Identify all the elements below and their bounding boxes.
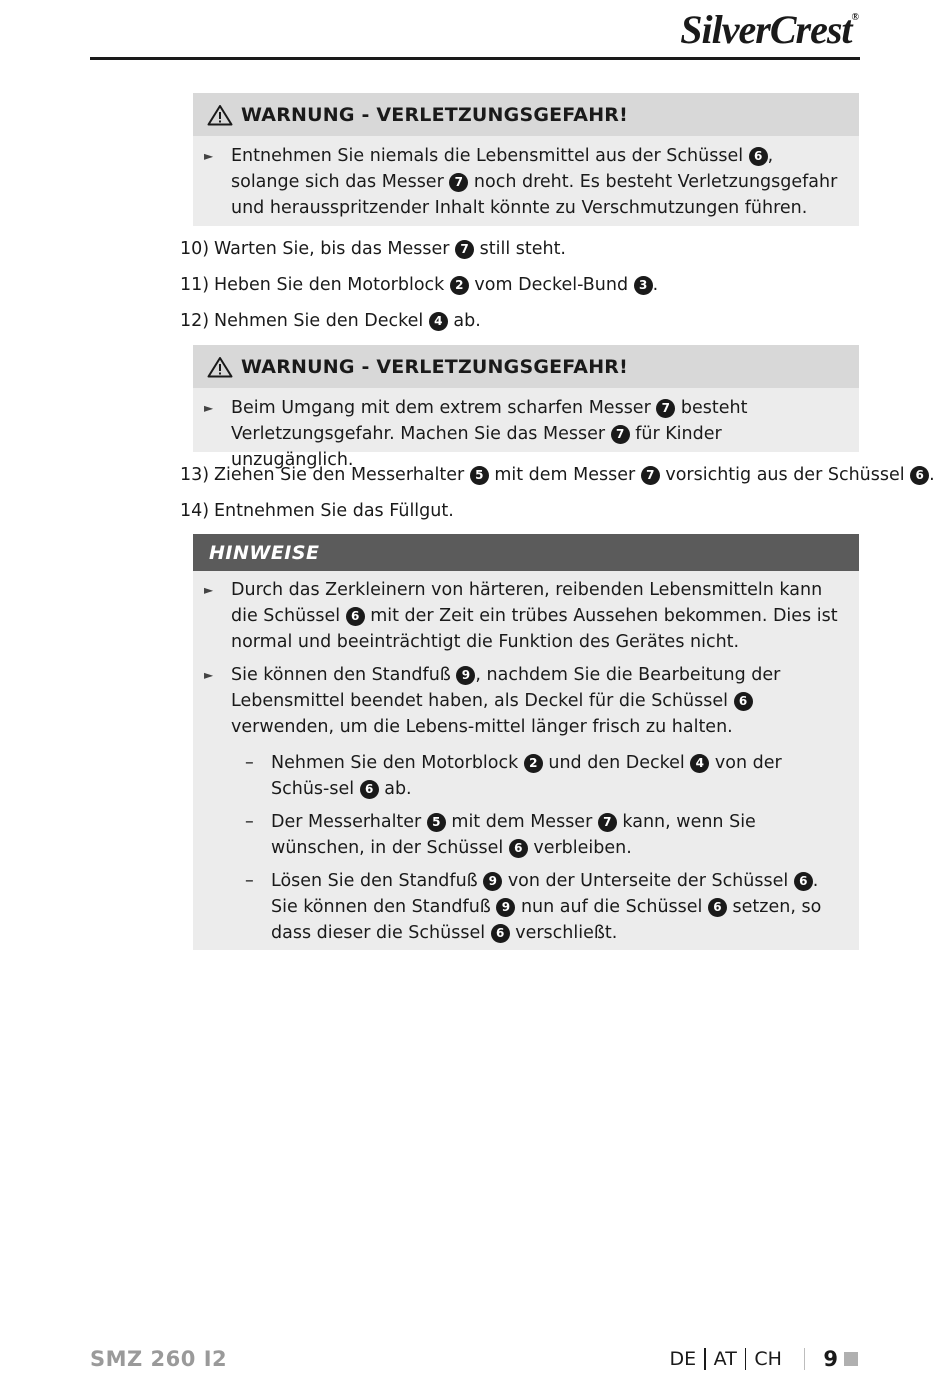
warning-box-1: [193, 93, 859, 226]
part-number-badge: 6: [734, 692, 753, 711]
part-number-badge: 7: [449, 173, 468, 192]
part-number-badge: 6: [794, 872, 813, 891]
page-marker-square: [844, 1352, 858, 1366]
hint-sub-3: [193, 868, 859, 946]
bullet-arrow-icon: ►: [204, 583, 214, 597]
text-segment: mit der Zeit ein trübes Aussehen bekommen. Dies ist normal und beeinträchtigt die Funktion des Gerätes nicht.: [231, 606, 838, 652]
text-segment: mit dem Messer: [488, 465, 641, 485]
warning-box-2: [193, 345, 859, 470]
text-segment: für Kinder unzugänglich.: [231, 424, 722, 470]
text-segment: Beim Umgang mit dem extrem scharfen Messer: [231, 398, 657, 418]
text-segment: verbleiben.: [527, 838, 632, 858]
text-segment: .: [929, 465, 935, 485]
language-at: AT: [713, 1348, 737, 1370]
bullet-arrow-icon: ►: [204, 401, 214, 415]
step-14: 14) Entnehmen Sie das Füllgut.: [180, 501, 454, 521]
text-segment: und den Deckel: [542, 753, 691, 773]
language-de: DE: [669, 1348, 697, 1370]
text-segment: Der Messerhalter: [271, 812, 427, 832]
text-segment: Nehmen Sie den Deckel: [214, 311, 429, 331]
part-number-badge: 9: [456, 666, 475, 685]
text-segment: verschließt.: [509, 923, 618, 943]
text-segment: Entnehmen Sie niemals die Lebensmittel aus der Schüssel: [231, 146, 749, 166]
part-number-badge: 4: [429, 312, 448, 331]
warning-triangle-icon: [207, 104, 233, 126]
warning-title-2: WARNUNG - VERLETZUNGSGEFAHR!: [241, 355, 629, 378]
hints-box: [193, 534, 859, 950]
text-segment: , nachdem Sie die Bearbeitung der Lebensmittel beendet haben, als Deckel für die Schüssel: [231, 665, 781, 711]
language-ch: CH: [754, 1348, 782, 1370]
divider: [704, 1348, 706, 1370]
step-12: 12) Nehmen Sie den Deckel 4 ab.: [180, 311, 481, 331]
warning-triangle-icon: [207, 356, 233, 378]
text-segment: ab.: [447, 311, 481, 331]
part-number-badge: 5: [470, 466, 489, 485]
text-segment: noch dreht. Es besteht Verletzungsgefahr und herausspritzender Inhalt könnte zu Verschmutzungen führen.: [231, 172, 838, 218]
bullet-arrow-icon: ►: [204, 149, 214, 163]
text-segment: vom Deckel-Bund: [468, 275, 634, 295]
part-number-badge: 7: [641, 466, 660, 485]
part-number-badge: 2: [450, 276, 469, 295]
part-number-badge: 6: [708, 898, 727, 917]
header-divider: [90, 57, 860, 60]
text-segment: ab.: [378, 779, 412, 799]
warning-header-2: [193, 345, 859, 388]
model-number: SMZ 260 I2: [90, 1347, 228, 1371]
part-number-badge: 7: [611, 425, 630, 444]
page-number: 9: [823, 1347, 838, 1371]
step-10: 10) Warten Sie, bis das Messer 7 still steht.: [180, 239, 566, 259]
part-number-badge: 6: [346, 607, 365, 626]
bullet-arrow-icon: ►: [204, 668, 214, 682]
text-segment: Lösen Sie den Standfuß: [271, 871, 484, 891]
text-segment: mit dem Messer: [445, 812, 598, 832]
part-number-badge: 6: [749, 147, 768, 166]
text-segment: Nehmen Sie den Motorblock: [271, 753, 524, 773]
part-number-badge: 3: [634, 276, 653, 295]
step-11: 11) Heben Sie den Motorblock 2 vom Deckel-Bund 3 .: [180, 275, 659, 295]
hint-sub-1: [193, 750, 859, 802]
text-segment: besteht Verletzungsgefahr. Machen Sie das Messer: [231, 398, 748, 444]
text-segment: Sie können den Standfuß: [231, 665, 457, 685]
text-segment: .: [652, 275, 659, 295]
warning-title-1: WARNUNG - VERLETZUNGSGEFAHR!: [241, 103, 629, 126]
part-number-badge: 7: [656, 399, 675, 418]
text-segment: setzen, so dass dieser die Schüssel: [271, 897, 822, 943]
part-number-badge: 4: [690, 754, 709, 773]
text-segment: nun auf die Schüssel: [515, 897, 708, 917]
text-segment: still steht.: [474, 239, 566, 259]
part-number-badge: 9: [483, 872, 502, 891]
dash-bullet: –: [245, 812, 254, 832]
text-segment: von der Unterseite der Schüssel: [502, 871, 794, 891]
hint-bullet-2: [193, 662, 859, 740]
dash-bullet: –: [245, 753, 254, 773]
text-segment: vorsichtig aus der Schüssel: [659, 465, 911, 485]
text-segment: Entnehmen Sie das Füllgut.: [214, 501, 454, 521]
hints-header: HINWEISE: [193, 534, 859, 571]
warning-text-1: [193, 143, 859, 221]
part-number-badge: 6: [509, 839, 528, 858]
divider: [745, 1348, 747, 1370]
text-segment: , solange sich das Messer: [231, 146, 774, 192]
dash-bullet: –: [245, 871, 254, 891]
hint-sub-2: [193, 809, 859, 861]
part-number-badge: 7: [598, 813, 617, 832]
text-segment: Heben Sie den Motorblock: [214, 275, 450, 295]
hint-bullet-1: [193, 577, 859, 655]
text-segment: verwenden, um die Lebens-mittel länger frisch zu halten.: [231, 717, 733, 737]
text-segment: von der Schüs-sel: [271, 753, 782, 799]
page-footer: [670, 1347, 858, 1371]
part-number-badge: 5: [427, 813, 446, 832]
text-segment: kann, wenn Sie wünschen, in der Schüssel: [271, 812, 756, 858]
part-number-badge: 6: [491, 924, 510, 943]
part-number-badge: 9: [496, 898, 515, 917]
text-segment: Ziehen Sie den Messerhalter: [214, 465, 470, 485]
part-number-badge: 6: [360, 780, 379, 799]
step-13: 13) Ziehen Sie den Messerhalter 5 mit dem Messer 7 vorsichtig aus der Schüssel 6 .: [180, 465, 935, 485]
part-number-badge: 2: [524, 754, 543, 773]
warning-header-1: [193, 93, 859, 136]
part-number-badge: 6: [910, 466, 929, 485]
text-segment: Durch das Zerkleinern von härteren, reibenden Lebensmitteln kann die Schüssel: [231, 580, 823, 626]
divider: [804, 1348, 806, 1370]
silvercrest-logo: SilverCrest®: [680, 7, 858, 52]
part-number-badge: 7: [455, 240, 474, 259]
text-segment: . Sie können den Standfuß: [271, 871, 819, 917]
text-segment: Warten Sie, bis das Messer: [214, 239, 456, 259]
